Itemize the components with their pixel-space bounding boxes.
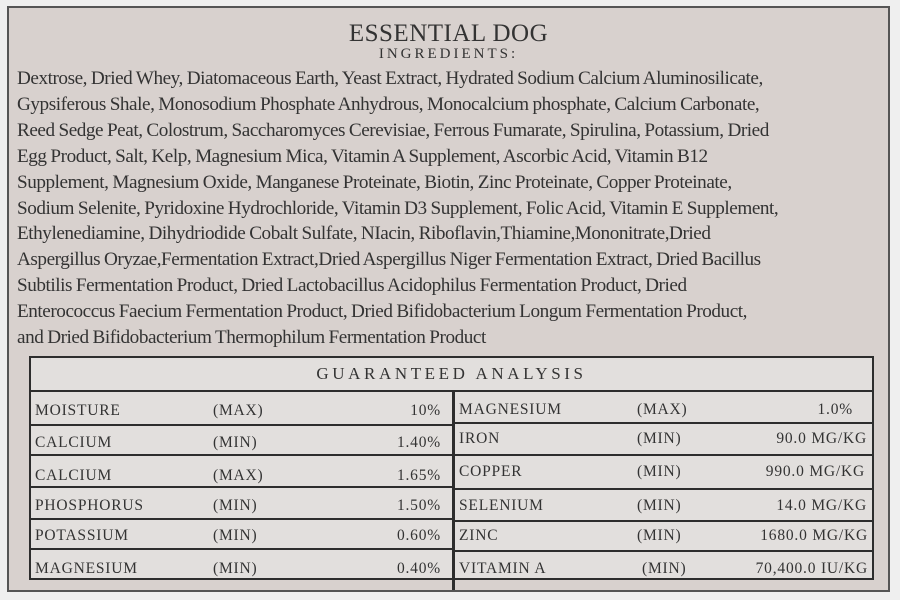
nutrient-value: 990.0 MG/KG <box>765 463 865 480</box>
ingredients-line: Enterococcus Faecium Fermentation Product, Dried Bifidobacterium Longum Fermentation Product, <box>17 301 747 323</box>
ingredients-line: Reed Sedge Peat, Colostrum, Saccharomyces Cerevisiae, Ferrous Fumarate, Spirulina, Potassium, Dried <box>17 119 769 141</box>
ingredients-line: Sodium Selenite, Pyridoxine Hydrochloride, Vitamin D3 Supplement, Folic Acid, Vitamin E Supplement, <box>17 197 779 219</box>
nutrient-name: POTASSIUM <box>35 527 129 544</box>
nutrient-qualifier: (MIN) <box>213 560 258 577</box>
nutrient-value: 90.0 MG/KG <box>776 430 867 447</box>
nutrient-value: 1.50% <box>396 497 441 514</box>
nutrient-qualifier: (MAX) <box>213 402 264 419</box>
table-divider <box>452 390 455 590</box>
nutrient-name: COPPER <box>459 463 523 480</box>
nutrient-name: MAGNESIUM <box>459 401 562 418</box>
table-rule <box>454 454 872 456</box>
nutrient-value: 1.0% <box>817 401 853 418</box>
ingredients-line: Ethylenediamine, Dihydriodide Cobalt Sulfate, NIacin, Riboflavin,Thiamine,Mononitrate,Dried <box>17 223 711 245</box>
nutrient-qualifier: (MAX) <box>637 401 688 418</box>
table-rule <box>31 518 454 520</box>
guaranteed-analysis-table <box>29 356 874 580</box>
nutrient-qualifier: (MIN) <box>213 497 258 514</box>
table-rule <box>31 548 454 550</box>
nutrient-qualifier: (MIN) <box>637 527 682 544</box>
nutrient-value: 1.40% <box>396 434 441 451</box>
nutrient-qualifier: (MIN) <box>637 430 682 447</box>
nutrient-qualifier: (MIN) <box>637 463 682 480</box>
ingredients-line: Aspergillus Oryzae,Fermentation Extract,Dried Aspergillus Niger Fermentation Extract, Dried Bacillus <box>17 249 761 271</box>
nutrient-qualifier: (MIN) <box>642 560 687 577</box>
ingredients-line: Subtilis Fermentation Product, Dried Lactobacillus Acidophilus Fermentation Product, Dried <box>17 275 687 297</box>
table-rule <box>454 520 872 522</box>
nutrient-value: 0.40% <box>396 560 441 577</box>
table-rule <box>31 454 454 456</box>
ingredients-line: and Dried Bifidobacterium Thermophilum Fermentation Product <box>17 327 486 349</box>
table-rule <box>454 422 872 424</box>
nutrient-value: 1680.0 MG/KG <box>760 527 868 544</box>
nutrient-value: 10% <box>410 402 441 419</box>
ingredients-list <box>17 66 889 351</box>
ingredients-line: Dextrose, Dried Whey, Diatomaceous Earth, Yeast Extract, Hydrated Sodium Calcium Aluminosilicate, <box>17 68 763 89</box>
guaranteed-analysis-header: GUARANTEED ANALYSIS <box>316 364 587 383</box>
nutrient-qualifier: (MIN) <box>213 527 258 544</box>
nutrient-name: VITAMIN A <box>459 560 547 577</box>
nutrient-value: 0.60% <box>396 527 441 544</box>
nutrient-name: SELENIUM <box>459 497 544 514</box>
ingredients-heading: INGREDIENTS: <box>378 46 519 62</box>
nutrient-name: MOISTURE <box>35 402 121 419</box>
nutrient-qualifier: (MAX) <box>213 467 264 484</box>
table-rule <box>454 488 872 490</box>
nutrient-name: ZINC <box>459 527 499 544</box>
nutrient-value: 70,400.0 IU/KG <box>755 560 868 577</box>
nutrient-name: PHOSPHORUS <box>35 497 144 514</box>
nutrient-value: 14.0 MG/KG <box>776 497 867 514</box>
ingredients-line: Supplement, Magnesium Oxide, Manganese Proteinate, Biotin, Zinc Proteinate, Copper Proteinate, <box>17 171 732 193</box>
nutrient-name: CALCIUM <box>35 467 113 484</box>
product-label <box>7 6 890 592</box>
nutrient-name: MAGNESIUM <box>35 560 138 577</box>
nutrient-name: IRON <box>459 430 501 447</box>
nutrient-qualifier: (MIN) <box>213 434 258 451</box>
nutrient-value: 1.65% <box>396 467 441 484</box>
table-rule <box>31 486 454 488</box>
table-rule <box>454 550 872 552</box>
product-title: ESSENTIAL DOG <box>348 20 549 47</box>
ingredients-line: Gypsiferous Shale, Monosodium Phosphate Anhydrous, Monocalcium phosphate, Calcium Carbonate, <box>17 93 760 115</box>
table-rule <box>31 424 454 426</box>
ingredients-line: Egg Product, Salt, Kelp, Magnesium Mica, Vitamin A Supplement, Ascorbic Acid, Vitamin B12 <box>17 145 708 167</box>
nutrient-qualifier: (MIN) <box>637 497 682 514</box>
nutrient-name: CALCIUM <box>35 434 113 451</box>
